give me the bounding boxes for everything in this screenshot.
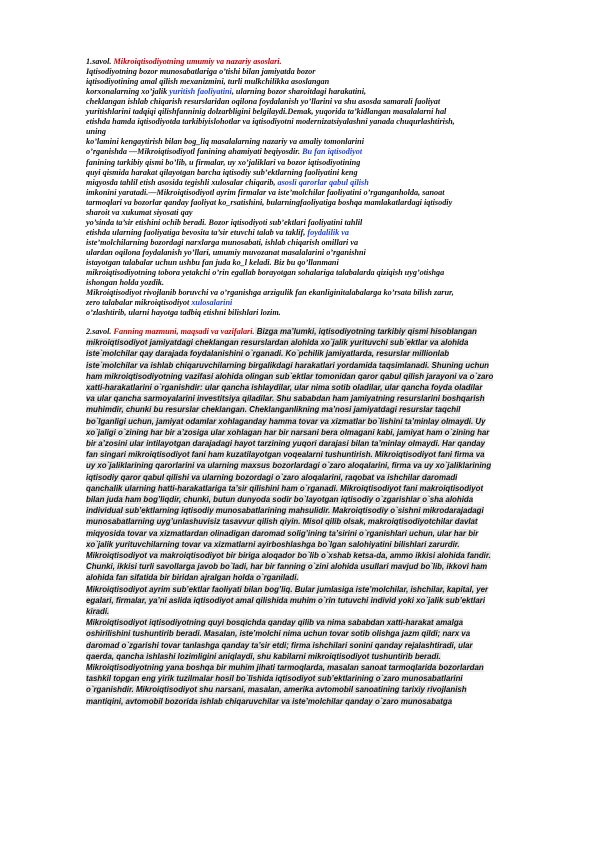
text-line [86, 258, 339, 267]
text-line [86, 596, 485, 605]
text-span: mantiqini, avtomobil bozorida ishlab chiqaruvchilar va iste’molchilar qanday o`zaro munosabatga [86, 696, 453, 706]
text-line [86, 529, 478, 538]
text-line [86, 562, 487, 571]
text-span: sharoit va xukumat siyosati qay [86, 207, 193, 217]
text-line [86, 268, 444, 277]
text-line [86, 607, 109, 616]
text-span: Bizga ma’lumki, iqtisodiyotning tarkibiy qismi hisoblangan [254, 327, 477, 336]
text-span: miqyosda tahlil etish asosida tegishli xulosalar chiqarib, [86, 177, 278, 187]
text-line [86, 361, 489, 370]
text-span: 1.savol. [86, 57, 114, 66]
text-line [86, 450, 485, 459]
text-span: o`rganishdir. Mikroiqtisodiyot shu narsani, masalan, amerika avtomobil sanoatining tarixiy rivojlanish [86, 685, 467, 695]
text-span: ham mikroiqtisodiyotning vazifasi alohida olingan sub`ektlar tomonidan qaror qabul qilish jarayoni va o`zaro [86, 371, 494, 381]
text-line [86, 417, 485, 426]
text-span: iqtisodiyotining amal qilish mexanizmini, turli mulkchilikka asoslangan [86, 77, 330, 87]
text-span: xo`jaligi o`zining har bir a’zosiga ular xohlagan har bir narsani bera olmagani kabi, jamiyat ham o`zining har [86, 427, 490, 437]
text-line [86, 107, 446, 116]
text-line [86, 298, 232, 307]
text-line [86, 77, 329, 86]
text-line [86, 685, 467, 694]
text-span: Mikroiqtisodiyot iqtisodiyotning quyi bosqichda qanday qilib va nima sababdan xatti-harakat amalga [86, 618, 464, 628]
text-line [86, 663, 484, 672]
text-span: etishda hamda iqtisodiyotda tarkibiyislohotlar va iqtisodiyotni modernizatsiyalashni yanada chuqurlashtirish, [86, 117, 455, 127]
text-line [86, 517, 478, 526]
text-line [86, 178, 369, 187]
text-span: fanining tarkibiy qismi bo’lib, u firmalar, uy xo’jaliklari va bozor iqtisodiyotining [86, 157, 361, 167]
text-line [86, 674, 463, 683]
text-line [86, 158, 360, 167]
text-span: iqtisodiy qaror qabul qilishi va ularning bozordagi o`zaro aloqalarini, raqobat va ishchilar daromadi [86, 472, 458, 482]
text-line [86, 117, 455, 126]
text-span: iste’molchilarning bozordagi narxlarga munosabati, ishlab chiqarish omillari va [86, 237, 359, 247]
text-span: uning [86, 127, 107, 137]
text-line [86, 127, 106, 136]
text-span: istayotgan talabalar uchun ushbu fan juda ko_l keladi. Biz bu qo’llanmani [86, 258, 339, 267]
text-span: cheklangan ishlab chiqarish resurslaridan oqilona foydalanish yo’llarini va shu asosda samarali faoliyat [86, 97, 441, 107]
heading-text: Fanning mazmuni, maqsadi va vazifalari. [113, 327, 255, 336]
text-span: iste`molchilar va ishlab chiqaruvchilarning birgalikdagi harakatlari yordamida taqsimlanadi. Shuning uchun [86, 360, 489, 370]
text-span: iste`molchilar qay darajada foydalanishini o`rganadi. Ko`pchilik jamiyatlarda, resurslar millionlab [86, 349, 450, 359]
text-span: o’zlashtirib, ularni hayotga tadbiq etishni bilishlari lozim. [86, 308, 281, 318]
text-line [86, 97, 440, 106]
text-line [86, 506, 484, 515]
text-span: mikroiqtisodiyotning tobora yetakchi o’rin egallab borayotgan sohalariga talabalarda qiziqish uyg’otishga [86, 268, 445, 278]
text-line [86, 629, 470, 638]
text-span: miqyosida tovar va xizmatlardan olinadigan daromad solig’ining ta’sirini o`rganishlari uchun, ular har bir [86, 528, 479, 538]
text-line [86, 278, 164, 287]
text-line [86, 288, 454, 297]
text-span: kiradi. [86, 607, 110, 616]
text-span: bir a’zosini ular intilayotgan darajadagi hayot tarzining yuqori darajasi bilan ta’minlay olmaydi. Har qanday [86, 439, 486, 448]
text-span: bilan juda ham bog’liqdir, chunki, butun dunyoda sodir bo`layotgan iqtisodiy o`zgarishlar o`sha alohida [86, 495, 474, 504]
text-span: quyi qismida harakat qilayotgan barcha iqtisodiy sub’ektlarning faoliyatini keng [86, 167, 358, 177]
link-text[interactable]: xulosalarini [191, 298, 233, 308]
text-line [86, 383, 482, 392]
text-line [86, 338, 468, 347]
text-span: o’rganishda —Mikroiqtisodiyotl fanining ahamiyati beqiyosdir. [86, 147, 303, 157]
text-line [86, 495, 473, 504]
text-span: etishda ularning faoliyatiga bevosita ta’sir etuvchi talab va taklif, [86, 227, 308, 237]
text-span: 2.savol. [86, 327, 114, 336]
text-span: Mikroiqtisodiyot ayrim sub’ektlar faoliyati bilan bog’liq. Bular jumlasiga iste’molchilar, ishchilar, kapital, yer [86, 584, 489, 594]
text-span: qanchalik ularning hatti-harakatlariga ta’sir qilishini ham o`rganadi. Mikroiqtisodiyot fani makroiqtisodiyot [86, 483, 484, 493]
text-span: Mikroiqtisodiyot rivojlanib boruvchi va o’rganishga arzigulik fan ekanliginitalabalarga ko’rsata bilish zarur, [86, 288, 454, 298]
text-span: uy xo`jaliklarining qarorlarini va ularning maxsus bozorlardagi o`zaro aloqalarini, firma va uy xo`jaliklarining [86, 461, 492, 471]
text-line [86, 188, 444, 197]
link-text[interactable]: foydalilik va [307, 227, 349, 237]
text-span: xo`jalik yurituvchilarning tovar va xizmatlarni ayirboshlashga bo`lgan salohiyatini bilishlari zarurdir. [86, 539, 460, 549]
text-line [86, 218, 362, 227]
text-span: Mikroiqtisodiyotning yana boshqa bir muhim jihati tarmoqlarda, masalan sanoat tarmoqlarida bozorlardan [86, 663, 484, 672]
text-line [86, 349, 449, 358]
text-line [86, 67, 315, 76]
text-span: zero talabalar mikroiqtisodiyot [86, 298, 192, 308]
text-span: bo`lganligi uchun, jamiyat odamlar xohlaganday hamma tovar va xizmatlar bo`lishini ta’minlay olmaydi. Uy [86, 416, 486, 426]
text-span: tarmoqlari va bozorlar qanday faoliyat ko_rsatishini, bularningfaoliyatiga boshqa mamlakatlardagi iqtisodiy [86, 197, 453, 207]
text-span: fan singari mikroiqtisodiyot fani ham kuzatilayotgan voqealarni tushuntirish. Mikroiqtisodiyot fani firma va [86, 450, 485, 460]
link-text[interactable]: yuritish faoliyatini [169, 87, 232, 97]
text-line [86, 198, 452, 207]
section-heading-line [86, 327, 477, 336]
text-span: va ular qancha sarmoyalarini investitsiya qiladilar. Shu sababdan ham jamiyatning resurslarini boshqarish [86, 394, 485, 404]
text-span: qaerda, qancha ishlashi lozimligini aniqlaydi, shu kabilarni mikroiqtisodiyot tushuntirib beradi. [86, 651, 441, 661]
text-span: Mikroiqtisodiyot va makroiqtisodiyot bir biriga aloqador bo`lib o`xshab ketsa-da, ammo ikkisi alohida fandir. [86, 551, 491, 560]
text-span: munosabatlarning uyg’unlashuvisiz tasavvur qilish qiyin. Misol qilib olsak, makroiqtisodiyotchilar davlat [86, 517, 478, 527]
text-span: ishongan holda yozdik. [86, 278, 165, 288]
text-line [86, 618, 463, 627]
text-span: ko’lamini kengaytirish bilan bog_liq masalalarning nazariy va amaliy tomonlarini [86, 137, 364, 147]
text-span: muhimdir, chunki bu resurslar cheklangan. Cheklanganlikning ma’nosi jamiyatdagi resurslar taqchil [86, 405, 461, 415]
text-line [86, 228, 349, 237]
text-span: imkonini yaratadi.—Mikroiqtisodiyotl ayrim firmalar va iste’molchilar faoliyatini o’rganganholda, sanoat [86, 187, 445, 197]
text-line [86, 394, 485, 403]
text-line [86, 238, 358, 247]
text-span: egalari, firmalar, ya’ni aslida iqtisodiyot amal qilishida muhim o`rin tutuvchi individ yoki xo`jalik sub’ektlari [86, 595, 486, 605]
text-span: yuritishlarini tadqiqi qilishfanninig dolzarbligini belgilaydi.Demak, yuqorida ta’kidlangan masalalarni hal [86, 107, 447, 117]
text-line [86, 484, 483, 493]
text-line [86, 461, 491, 470]
text-span: xatti-harakatlarini o`rganishdir: ular qancha ishlaydilar, ular nima sotib oladilar, ular qancha foyda oladilar [86, 383, 483, 392]
text-line [86, 439, 485, 448]
text-line [86, 697, 452, 706]
heading-text: Mikroiqtisodiyotning umumiy va nazariy asoslari. [113, 57, 282, 66]
text-line [86, 248, 366, 257]
text-span: alohida fan sifatida bir biridan ajralgan holda o`rganiladi. [86, 573, 299, 583]
text-line [86, 372, 493, 381]
text-line [86, 573, 299, 582]
text-line [86, 208, 192, 217]
text-line [86, 585, 488, 594]
text-span: daromad o`zgarishi tovar tanlashga qanday ta’sir etdi; firma ishchilari sonini qanday rejalashtiradi, ular [86, 640, 473, 650]
text-line [86, 428, 489, 437]
link-text[interactable]: Bu fan iqtisodiyot [302, 147, 363, 157]
section-heading-line [86, 57, 282, 66]
text-span: oshirilishini tushuntirib beradi. Masalan, iste’molchi nima uchun tovar sotib olishga jazm qildi; narx va [86, 629, 471, 639]
text-line [86, 147, 362, 156]
text-span: , ularning bozor sharoitdagi harakatini, [231, 87, 367, 97]
text-span: individual sub’ektlarning iqtisodiy munosabatlarining mahsulidir. Makroiqtisodiy o`sishni mikrodarajadagi [86, 506, 484, 516]
text-span: ulardan oqilona foydalanish yo’llari, umumiy muvozanat masalalarini o’rganishni [86, 248, 366, 257]
text-line [86, 551, 491, 560]
text-line [86, 308, 281, 317]
text-span: tashkil topgan eng yirik tuzilmalar hosil bo`lishida iqtisodiyot sub’ektlarining o`zaro munosabatlarini [86, 674, 463, 684]
link-text[interactable]: asosli qarorlar qabul qilish [277, 177, 369, 187]
text-line [86, 168, 358, 177]
text-span: Iqtisodiyotning bozor munosabatlariga o’tishi bilan jamiyatda bozor [86, 67, 316, 76]
text-span: korxonalarning xo’jalik [86, 87, 170, 97]
text-line [86, 87, 366, 96]
text-line [86, 137, 364, 146]
text-line [86, 652, 441, 661]
text-line [86, 641, 473, 650]
text-span: Chunki, ikkisi turli savollarga javob bo`ladi, har bir fanning o`zini alohida usullari mavjud bo`lib, ikkovi ham [86, 562, 488, 572]
text-line [86, 540, 460, 549]
text-line [86, 473, 457, 482]
text-span: mikroiqtisodiyot jamiyatdagi cheklangan resurslardan alohida xo`jalik yurituvchi sub`ektlar va alohida [86, 338, 469, 348]
text-span: yo’sinda ta’sir etishini ochib beradi. Bozor iqtisodiyoti sub’ektlari faoliyatini tahlil [86, 217, 363, 227]
text-line [86, 405, 460, 414]
